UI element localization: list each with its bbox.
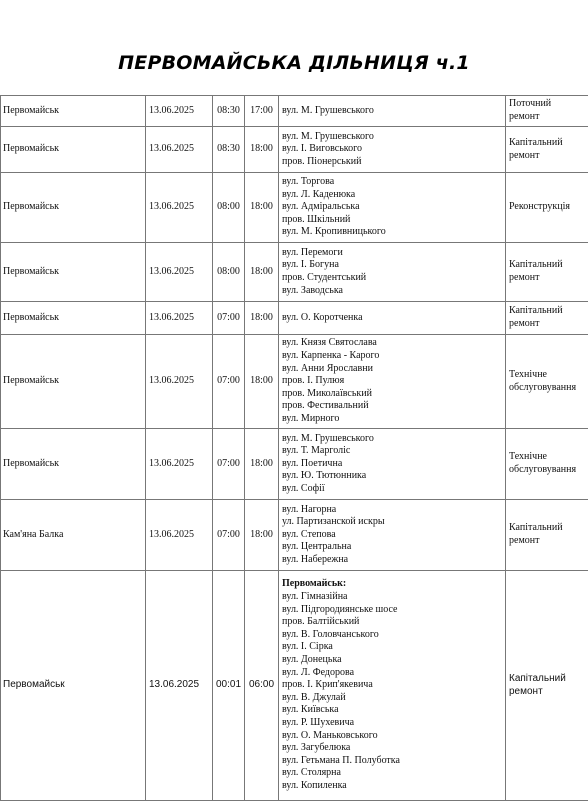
table-row [1,335,588,429]
street-item: вул. М. Грушевського [282,105,503,118]
street-item: вул. Софії [282,483,503,496]
location-cell: Первомайськ [1,243,146,302]
streets-cell [279,302,506,335]
outage-schedule-table [0,95,588,801]
work-type-cell [506,127,588,173]
street-item: вул. Нагорна [282,504,503,517]
work-type-line: Капітальний [509,305,587,318]
streets-cell [279,173,506,243]
date-cell: 13.06.2025 [146,429,213,500]
street-item: вул. Набережна [282,554,503,567]
start-time-cell: 00:01 [213,571,245,801]
date-cell: 13.06.2025 [146,127,213,173]
work-type-line: ремонт [509,150,587,163]
table-row [1,429,588,500]
street-item: пров. Шкільний [282,214,503,227]
street-item: вул. М. Грушевського [282,433,503,446]
work-type-line: Капітальний [509,259,587,272]
street-item: вул. Л. Федорова [282,667,503,680]
table-row [1,571,588,801]
street-item: вул. І. Виговського [282,143,503,156]
work-type-cell [506,96,588,127]
street-item: вул. Донецька [282,654,503,667]
work-type-line: Технічне [509,451,587,464]
street-item: вул. Степова [282,529,503,542]
street-item: пров. Миколаївський [282,388,503,401]
work-type-cell [506,571,588,801]
date-cell: 13.06.2025 [146,335,213,429]
street-item: вул. Київська [282,704,503,717]
start-time-cell: 08:30 [213,96,245,127]
end-time-cell: 18:00 [245,335,279,429]
street-item: вул. Князя Святослава [282,337,503,350]
street-item: вул. Адміральська [282,201,503,214]
street-item: вул. І. Богуна [282,259,503,272]
work-type-line: обслуговування [509,382,587,395]
street-item: ул. Партизанской искры [282,516,503,529]
street-item: вул. Карпенка - Карого [282,350,503,363]
street-item: вул. Р. Шухевича [282,717,503,730]
street-item: пров. Балтійський [282,616,503,629]
table-row [1,243,588,302]
street-item: вул. Гімназійна [282,591,503,604]
date-cell: 13.06.2025 [146,500,213,571]
location-cell: Первомайськ [1,302,146,335]
work-type-line: обслуговування [509,464,587,477]
street-item: вул. О. Коротченка [282,312,503,325]
street-item: вул. Анни Ярославни [282,363,503,376]
streets-cell [279,571,506,801]
street-item: вул. В. Джулай [282,692,503,705]
street-item: вул. Л. Каденюка [282,189,503,202]
location-cell: Кам'яна Балка [1,500,146,571]
work-type-cell [506,173,588,243]
work-type-line: ремонт [509,535,587,548]
table-row [1,500,588,571]
work-type-line: Капітальний [509,522,587,535]
street-item: пров. Фестивальний [282,400,503,413]
end-time-cell: 17:00 [245,96,279,127]
work-type-line: ремонт [509,318,587,331]
street-item: вул. О. Маньковського [282,730,503,743]
end-time-cell: 18:00 [245,173,279,243]
street-item: вул. Т. Марголіс [282,445,503,458]
street-item: вул. М. Грушевського [282,131,503,144]
streets-header: Первомайськ: [282,578,503,591]
work-type-line: Реконструкція [509,201,587,214]
street-item: вул. Мирного [282,413,503,426]
work-type-line: Капітальний [509,137,587,150]
work-type-line: ремонт [509,272,587,285]
street-item: вул. В. Головчанського [282,629,503,642]
street-item: вул. Поетична [282,458,503,471]
date-cell: 13.06.2025 [146,96,213,127]
start-time-cell: 08:30 [213,127,245,173]
start-time-cell: 07:00 [213,500,245,571]
location-cell: Первомайськ [1,429,146,500]
location-cell: Первомайськ [1,173,146,243]
table-row [1,302,588,335]
street-item: вул. Ю. Тютюнника [282,470,503,483]
end-time-cell: 06:00 [245,571,279,801]
street-item: вул. Перемоги [282,247,503,260]
table-row [1,173,588,243]
street-item: вул. Загубелюка [282,742,503,755]
end-time-cell: 18:00 [245,302,279,335]
street-item: вул. Підгородиянське шосе [282,604,503,617]
start-time-cell: 08:00 [213,243,245,302]
location-cell: Первомайськ [1,335,146,429]
location-cell: Первомайськ [1,127,146,173]
street-item: пров. Студентський [282,272,503,285]
streets-cell [279,243,506,302]
end-time-cell: 18:00 [245,127,279,173]
street-item: пров. І. Крип'якевича [282,679,503,692]
street-item: вул. М. Кропивницького [282,226,503,239]
table-row [1,96,588,127]
location-cell: Первомайськ [1,571,146,801]
street-item: пров. І. Пулюя [282,375,503,388]
end-time-cell: 18:00 [245,429,279,500]
work-type-cell [506,429,588,500]
street-item: вул. Торгова [282,176,503,189]
end-time-cell: 18:00 [245,243,279,302]
street-item: вул. Копиленка [282,780,503,793]
location-cell: Первомайськ [1,96,146,127]
work-type-cell [506,500,588,571]
start-time-cell: 08:00 [213,173,245,243]
start-time-cell: 07:00 [213,335,245,429]
date-cell: 13.06.2025 [146,302,213,335]
street-item: вул. Центральна [282,541,503,554]
work-type-line: Капітальний [509,673,587,686]
street-item: вул. Заводська [282,285,503,298]
work-type-cell [506,335,588,429]
date-cell: 13.06.2025 [146,571,213,801]
work-type-cell [506,302,588,335]
streets-cell [279,500,506,571]
street-item: вул. Гетьмана П. Полуботка [282,755,503,768]
work-type-line: Поточний [509,98,587,111]
end-time-cell: 18:00 [245,500,279,571]
streets-cell [279,335,506,429]
street-item: вул. І. Сірка [282,641,503,654]
page-title: ПЕРВОМАЙСЬКА ДІЛЬНИЦЯ ч.1 [0,52,588,74]
start-time-cell: 07:00 [213,429,245,500]
streets-cell [279,429,506,500]
streets-cell [279,127,506,173]
streets-cell [279,96,506,127]
work-type-line: ремонт [509,111,587,124]
work-type-line: ремонт [509,686,587,699]
table-row [1,127,588,173]
start-time-cell: 07:00 [213,302,245,335]
work-type-line: Технічне [509,369,587,382]
work-type-cell [506,243,588,302]
street-item: вул. Столярна [282,767,503,780]
date-cell: 13.06.2025 [146,243,213,302]
date-cell: 13.06.2025 [146,173,213,243]
street-item: пров. Піонерський [282,156,503,169]
